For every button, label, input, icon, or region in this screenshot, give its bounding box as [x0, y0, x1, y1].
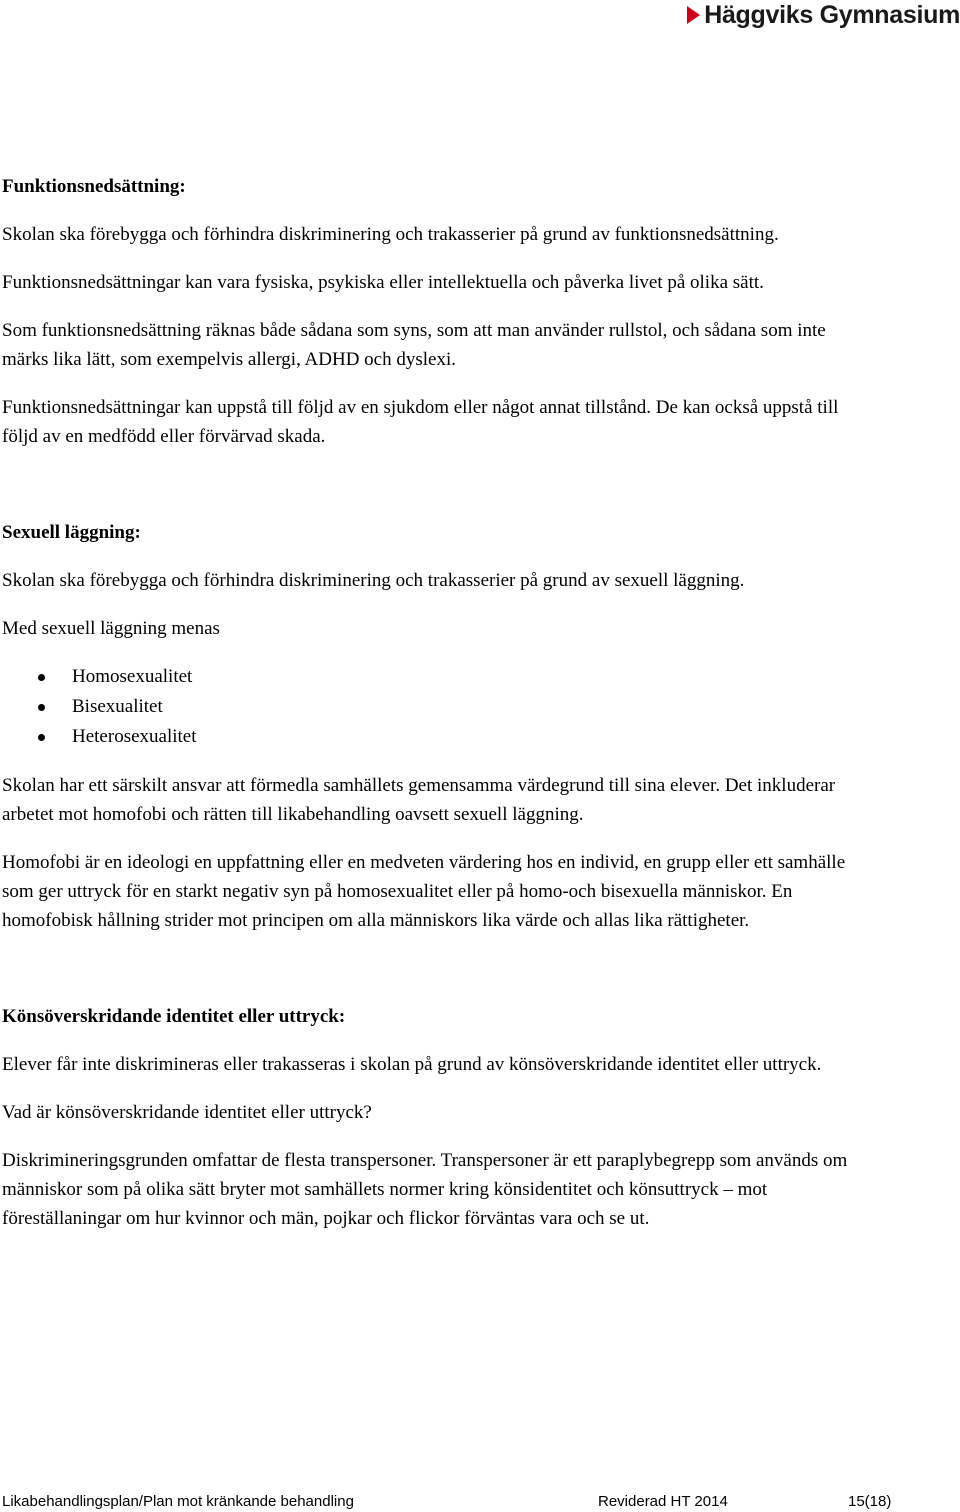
section-sexuell-laggning	[2, 518, 852, 935]
footer-revision: Reviderad HT 2014	[598, 1493, 728, 1510]
paragraph: Diskrimineringsgrunden omfattar de flesta transpersoner. Transpersoner är ett paraplybegrepp som används om människor som på olika sätt bryter mot samhällets normer kring könsidentitet och könsuttryck – mot föreställaningar om hur kvinnor och män, pojkar och flickor förväntas vara och se ut.	[2, 1150, 848, 1229]
paragraph: Funktionsnedsättningar kan uppstå till följd av en sjukdom eller något annat tillstånd. De kan också uppstå till följd av en medfödd eller förvärvad skada.	[2, 397, 839, 447]
logo-text: Häggviks Gymnasium	[704, 0, 960, 29]
list-item: Heterosexualitet	[2, 722, 852, 752]
paragraph: Skolan ska förebygga och förhindra diskriminering och trakasserier på grund av funktionsnedsättning.	[2, 224, 779, 245]
paragraph: Skolan ska förebygga och förhindra diskriminering och trakasserier på grund av sexuell läggning.	[2, 570, 745, 591]
paragraph: Vad är könsöverskridande identitet eller uttryck?	[2, 1102, 372, 1123]
paragraph: Funktionsnedsättningar kan vara fysiska, psykiska eller intellektuella och påverka livet på olika sätt.	[2, 272, 764, 293]
spacer	[2, 954, 852, 1002]
spacer	[2, 470, 852, 518]
section-heading: Könsöverskridande identitet eller uttryck:	[2, 1006, 346, 1027]
section-heading: Sexuell läggning:	[2, 522, 141, 543]
section-konsoverskridande	[2, 1002, 852, 1233]
list-item: Bisexualitet	[2, 692, 852, 722]
paragraph: Homofobi är en ideologi en uppfattning eller en medveten värdering hos en individ, en grupp eller ett samhälle som ger uttryck för en starkt negativ syn på homosexualitet eller på homo-och bisexuella människor. En homofobisk hållning strider mot principen om alla människors lika värde och allas lika rättigheter.	[2, 852, 846, 931]
paragraph: Skolan har ett särskilt ansvar att förmedla samhällets gemensamma värdegrund till sina elever. Det inkluderar arbetet mot homofobi och rätten till likabehandling oavsett sexuell läggning.	[2, 775, 836, 825]
school-logo	[687, 0, 960, 30]
footer-document-title: Likabehandlingsplan/Plan mot kränkande behandling	[2, 1493, 354, 1510]
section-funktionsnedsattning	[2, 172, 852, 451]
orientation-list	[2, 662, 852, 752]
logo-arrow-icon	[687, 6, 700, 24]
paragraph: Med sexuell läggning menas	[2, 618, 220, 639]
section-heading: Funktionsnedsättning:	[2, 176, 186, 197]
page-footer	[2, 1492, 902, 1512]
paragraph: Som funktionsnedsättning räknas både sådana som syns, som att man använder rullstol, och sådana som inte märks lika lätt, som exempelvis allergi, ADHD och dyslexi.	[2, 320, 826, 370]
document-body	[2, 172, 852, 1252]
paragraph: Elever får inte diskrimineras eller trakasseras i skolan på grund av könsöverskridande identitet eller uttryck.	[2, 1054, 822, 1075]
list-item: Homosexualitet	[2, 662, 852, 692]
footer-page-number: 15(18)	[848, 1493, 892, 1510]
